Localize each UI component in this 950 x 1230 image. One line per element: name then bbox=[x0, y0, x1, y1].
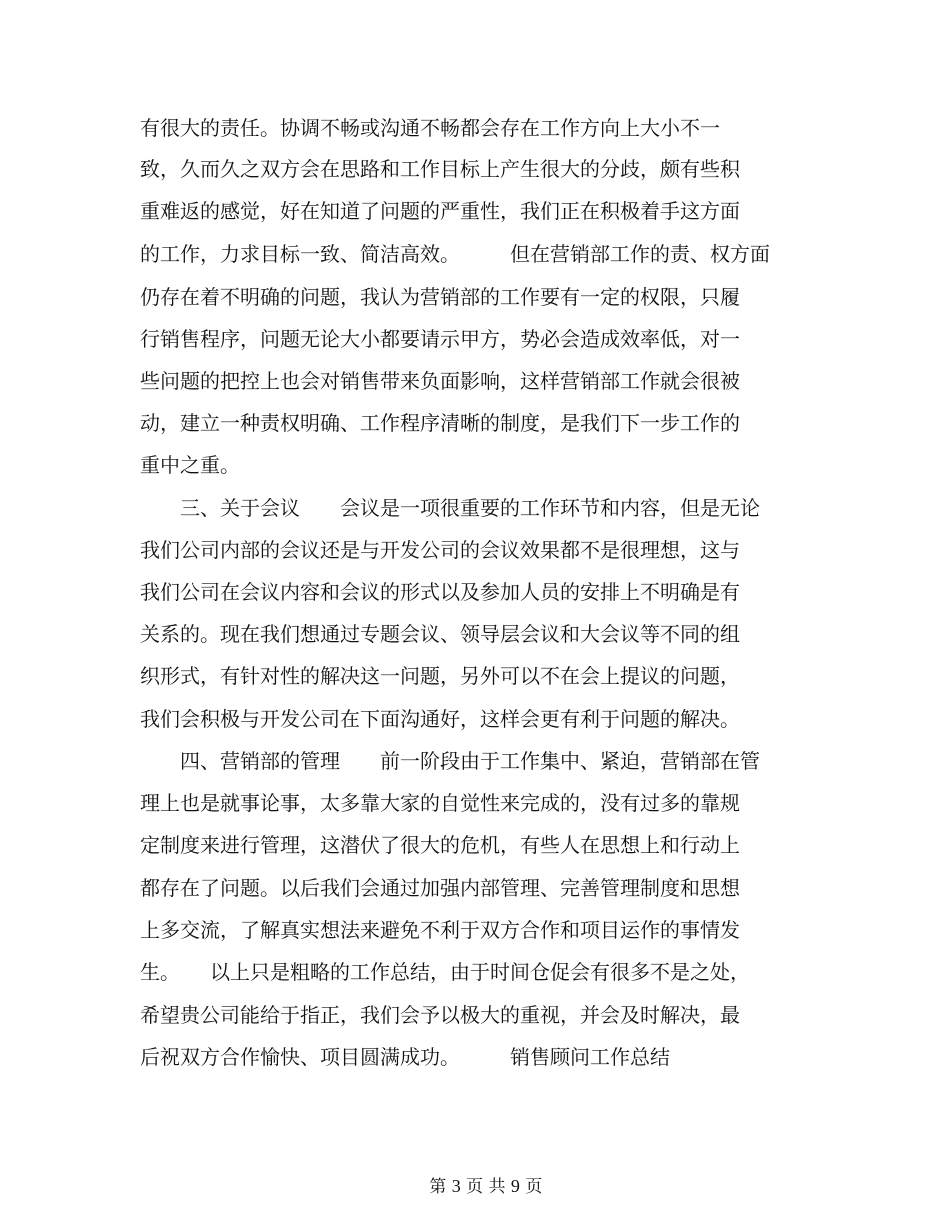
page-label-prefix: 第 bbox=[429, 1177, 452, 1197]
text-line: 重难返的感觉，好在知道了问题的严重性，我们正在积极着手这方面 bbox=[140, 199, 740, 223]
text-line: 希望贵公司能给于指正，我们会予以极大的重视，并会及时解决，最 bbox=[140, 1003, 740, 1027]
text-line: 重中之重。 bbox=[140, 453, 240, 477]
text-line: 致，久而久之双方会在思路和工作目标上产生很大的分歧，颇有些积 bbox=[140, 157, 740, 181]
text-line: 三、关于会议 会议是一项很重要的工作环节和内容，但是无论 bbox=[140, 496, 760, 520]
text-line: 关系的。现在我们想通过专题会议、领导层会议和大会议等不同的组 bbox=[140, 622, 740, 646]
page-footer bbox=[0, 1153, 950, 1220]
text-line: 生。 以上只是粗略的工作总结，由于时间仓促会有很多不是之处， bbox=[140, 960, 750, 984]
text-line: 理上也是就事论事，太多靠大家的自觉性来完成的，没有过多的靠规 bbox=[140, 791, 740, 815]
page-label-middle: 页 共 bbox=[460, 1177, 511, 1197]
text-line: 行销售程序，问题无论大小都要请示甲方，势必会造成效率低，对一 bbox=[140, 327, 740, 351]
text-line: 仍存在着不明确的问题，我认为营销部的工作要有一定的权限，只履 bbox=[140, 285, 740, 309]
text-line: 上多交流，了解真实想法来避免不利于双方合作和项目运作的事情发 bbox=[140, 918, 740, 942]
text-line: 有很大的责任。协调不畅或沟通不畅都会存在工作方向上大小不一 bbox=[140, 116, 720, 140]
text-line: 定制度来进行管理，这潜伏了很大的危机，有些人在思想上和行动上 bbox=[140, 833, 740, 857]
page-label-suffix: 页 bbox=[519, 1177, 543, 1197]
text-line: 织形式，有针对性的解决这一问题，另外可以不在会上提议的问题， bbox=[140, 664, 740, 688]
text-line: 四、营销部的管理 前一阶段由于工作集中、紧迫，营销部在管 bbox=[140, 749, 760, 773]
text-line: 的工作，力求目标一致、简洁高效。 但在营销部工作的责、权方面 bbox=[140, 242, 770, 266]
text-line: 后祝双方合作愉快、项目圆满成功。 销售顾问工作总结 bbox=[140, 1045, 670, 1069]
text-line: 我们会积极与开发公司在下面沟通好，这样会更有利于问题的解决。 bbox=[140, 707, 740, 731]
current-page-number: 3 bbox=[451, 1176, 461, 1196]
total-pages-number: 9 bbox=[510, 1176, 520, 1196]
text-line: 动，建立一种责权明确、工作程序清晰的制度，是我们下一步工作的 bbox=[140, 411, 740, 435]
text-line: 些问题的把控上也会对销售带来负面影响，这样营销部工作就会很被 bbox=[140, 369, 740, 393]
text-line: 我们公司内部的会议还是与开发公司的会议效果都不是很理想，这与 bbox=[140, 538, 740, 562]
text-line: 我们公司在会议内容和会议的形式以及参加人员的安排上不明确是有 bbox=[140, 580, 740, 604]
text-line: 都存在了问题。以后我们会通过加强内部管理、完善管理制度和思想 bbox=[140, 876, 740, 900]
